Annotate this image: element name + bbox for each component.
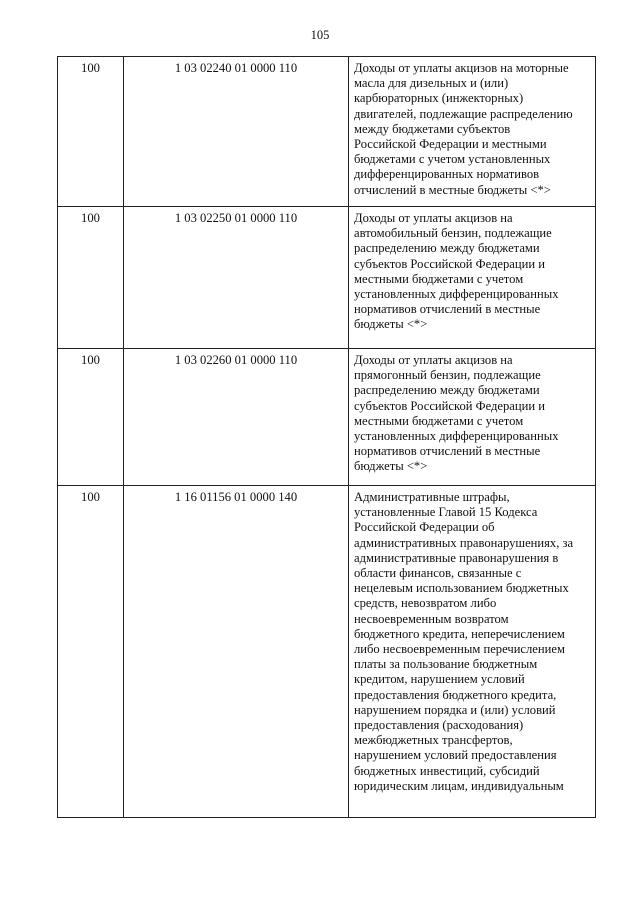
table-row bbox=[58, 207, 596, 349]
table-row bbox=[58, 486, 596, 818]
table-row bbox=[58, 57, 596, 207]
administrator-code-cell: 100 bbox=[58, 486, 124, 818]
administrator-code-cell: 100 bbox=[58, 349, 124, 486]
kbk-code-cell: 1 16 01156 01 0000 140 bbox=[124, 486, 349, 818]
revenue-description-cell: Административные штрафы, установленные Главой 15 Кодекса Российской Федерации об административных правонарушениях, за административные правонарушения в области финансов, связанные с нецелевым использованием бюджетных средств, невозвратом либо несвоевременным возвратом бюджетного кредита, неперечислением либо несвоевременным перечислением платы за пользование бюджетным кредитом, нарушением условий предоставления бюджетного кредита, нарушением порядка и (или) условий предоставления (расходования) межбюджетных трансфертов, нарушением условий предоставления бюджетных инвестиций, субсидий юридическим лицам, индивидуальным bbox=[349, 486, 596, 818]
revenue-description-cell: Доходы от уплаты акцизов на прямогонный бензин, подлежащие распределению между бюджетами субъектов Российской Федерации и местными бюджетами с учетом установленных дифференцированных нормативов отчислений в местные бюджеты <*> bbox=[349, 349, 596, 486]
kbk-code-cell: 1 03 02250 01 0000 110 bbox=[124, 207, 349, 349]
table-row bbox=[58, 349, 596, 486]
kbk-code-cell: 1 03 02260 01 0000 110 bbox=[124, 349, 349, 486]
administrator-code-cell: 100 bbox=[58, 57, 124, 207]
revenue-description-cell: Доходы от уплаты акцизов на моторные масла для дизельных и (или) карбюраторных (инжекторных) двигателей, подлежащие распределению между бюджетами субъектов Российской Федерации и местными бюджетами с учетом установленных дифференцированных нормативов отчислений в местные бюджеты <*> bbox=[349, 57, 596, 207]
revenue-description-cell: Доходы от уплаты акцизов на автомобильный бензин, подлежащие распределению между бюджетами субъектов Российской Федерации и местными бюджетами с учетом установленных дифференцированных нормативов отчислений в местные бюджеты <*> bbox=[349, 207, 596, 349]
administrator-code-cell: 100 bbox=[58, 207, 124, 349]
page-number: 105 bbox=[310, 28, 330, 42]
kbk-code-cell: 1 03 02240 01 0000 110 bbox=[124, 57, 349, 207]
revenue-classification-table bbox=[57, 56, 596, 818]
